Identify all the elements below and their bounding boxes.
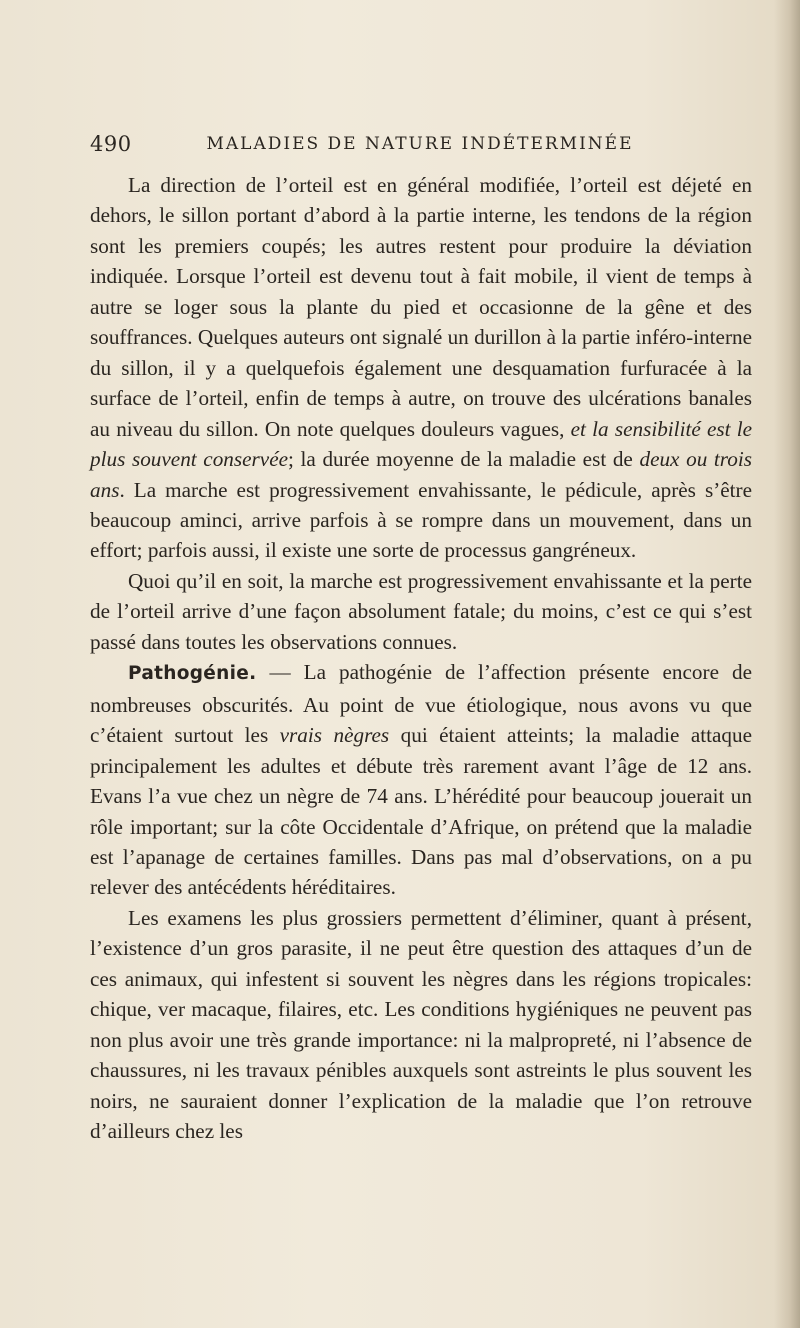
text-run: . La marche est progressivement envahissante, le pédicule, après s’être beaucoup aminci, arrive parfois à se rompre dans un mouvement, dans un effort; parfois aussi, il existe une sorte de processus gangréneux. [90, 477, 752, 563]
text-run: ; la durée moyenne de la maladie est de [288, 447, 640, 472]
running-head: MALADIES DE NATURE INDÉTERMINÉE [206, 134, 634, 154]
text-run: Les examens les plus grossiers permettent d’éliminer, quant à présent, l’existence d’un gros parasite, il ne peut être question des attaques d’un de ces animaux, qui infestent si souvent les nègres dans les régions tropicales: chique, ver macaque, filaires, etc. Les conditions hygiéniques ne peuvent pas non plus avoir une très grande importance: ni la malpropreté, ni l’absence de chaussures, ni les travaux pénibles auxquels sont astreints le plus souvent les noirs, ne sauraient donner l’explication de la maladie que l’on retrouve d’ailleurs chez les [90, 905, 752, 1144]
page-number: 490 [90, 132, 132, 156]
paragraph [90, 903, 752, 1147]
paragraph [90, 657, 752, 903]
paragraph [90, 170, 752, 566]
text-run: qui étaient atteints; la maladie attaque principalement les adultes et débute très rarement avant l’âge de 12 ans. Evans l’a vue chez un nègre de 74 ans. L’hérédité pour beaucoup jouerait un rôle important; sur la côte Occidentale d’Afrique, on prétend que la maladie est l’apanage de certaines familles. Dans pas mal d’observations, on a pu relever des antécédents héréditaires. [90, 723, 752, 900]
italic-text: deux ou trois ans [90, 447, 752, 502]
page-edge-shadow [774, 0, 800, 1328]
text-run: La direction de l’orteil est en général modifiée, l’orteil est déjeté en dehors, le sillon portant d’abord à la partie interne, les tendons de la région sont les premiers coupés; les autres restent pour produire la déviation indiquée. Lorsque l’orteil est devenu tout à fait mobile, il vient de temps à autre se loger sous la plante du pied et occasionne de la gêne et des souffrances. Quelques auteurs ont signalé un durillon à la partie inféro-interne du sillon, il y a quelquefois également une desquamation furfuracée à la surface de l’orteil, enfin de temps à autre, on trouve des ulcérations banales au niveau du sillon. On note quelques douleurs vagues, [90, 173, 752, 441]
section-heading: Pathogénie. [128, 663, 257, 685]
italic-text: et la sensibilité est le plus souvent conservée [90, 416, 752, 472]
body-text [90, 170, 752, 1147]
text-run: Quoi qu’il en soit, la marche est progressivement envahissante et la perte de l’orteil arrive d’une façon absolument fatale; du moins, c’est ce qui s’est passé dans toutes les observations connues. [90, 568, 752, 654]
paragraph [90, 566, 752, 657]
page-header [90, 132, 750, 158]
italic-text: vrais nègres [279, 723, 390, 748]
text-run: — La pathogénie de l’affection présente encore de nombreuses obscurités. Au point de vue étiologique, nous avons vu que c’étaient surtout les [90, 660, 752, 748]
